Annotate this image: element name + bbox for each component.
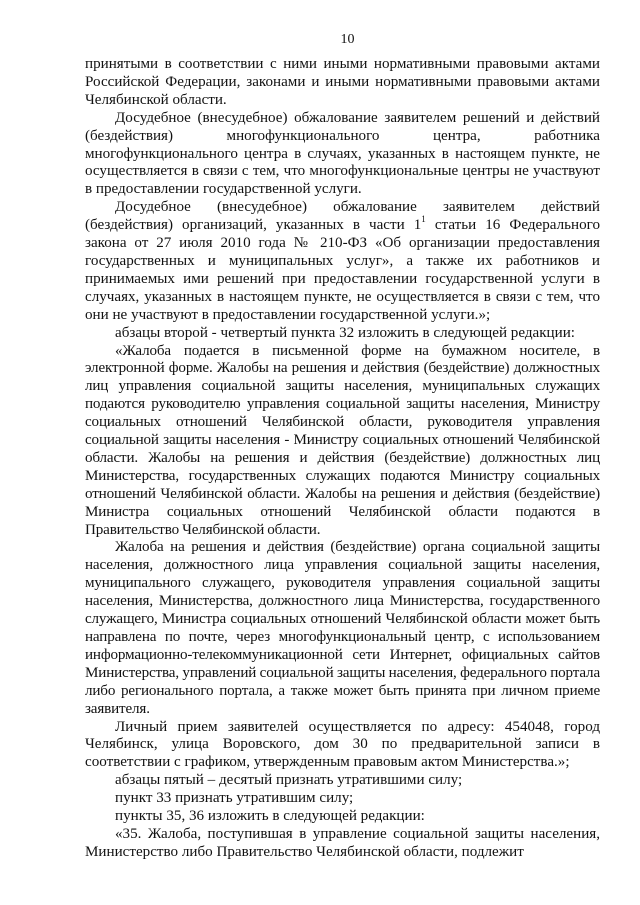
paragraph-2: Досудебное (внесудебное) обжалование заявителем решений и действий (бездействия) многофункционального центра, работника многофункционального центра в случаях, указанных в настоящем пункте, не осуществляется в связи с тем, что многофункциональные центры не участвуют в предоставлении государственной услуги.: [85, 109, 600, 198]
paragraph-6: Жалоба на решения и действия (бездействие) органа социальной защиты населения, должностного лица управления социальной защиты населения, муниципального служащего, руководителя управления социальной защиты населения, Министерства, должностного лица Министерства, государственного служащего, Министра социальных отношений Челябинской области может быть направлена по почте, через многофункциональный центр, с использованием информационно-телекоммуникационной сети Интернет, официальных сайтов Министерства, управлений социальной защиты населения, федерального портала либо регионального портала, а также может быть принята при личном приеме заявителя.: [85, 539, 600, 717]
page-number: 10: [340, 32, 355, 47]
paragraph-11: «35. Жалоба, поступившая в управление социальной защиты населения, Министерство либо Правительство Челябинской области, подлежит: [85, 825, 600, 860]
paragraph-8: абзацы пятый – десятый признать утратившими силу;: [115, 772, 463, 789]
paragraph-5: «Жалоба подается в письменной форме на бумажном носителе, в электронной форме. Жалобы на решения и действия (бездействие) должностных лиц управления социальной защиты населения, муниципальных служащих подаются руководителю управления социальной защиты населения, Министру социальных отношений Челябинской области, руководителя управления социальной защиты населения - Министру социальных отношений Челябинской области. Жалобы на решения и действия (бездействие) должностных лиц Министерства, государственных служащих подаются Министру социальных отношений Челябинской области. Жалобы на решения и действия (бездействие) Министра социальных отношений Челябинской области подаются в Правительство Челябинской области.: [85, 342, 600, 538]
paragraph-3-text-start: Досудебное (внесудебное) обжалование заявителем действий (бездействия) организаций, указанных в части 1: [85, 199, 600, 234]
paragraph-9: пункт 33 признать утратившим силу;: [115, 790, 354, 807]
paragraph-3: [85, 199, 600, 324]
paragraph-7: Личный прием заявителей осуществляется по адресу: 454048, город Челябинск, улица Воровского, дом 30 по предварительной записи в соответствии с графиком, утвержденным правовым актом Министерства.»;: [85, 718, 600, 771]
paragraph-4: абзацы второй - четвертый пункта 32 изложить в следующей редакции:: [115, 324, 575, 341]
paragraph-10: пункты 35, 36 изложить в следующей редакции:: [115, 808, 425, 825]
paragraph-1: принятыми в соответствии с ними иными нормативными правовыми актами Российской Федерации, законами и иными нормативными правовыми актами Челябинской области.: [85, 56, 600, 108]
paragraph-3-text-end: статьи 16 Федерального закона от 27 июля 2010 года № 210-ФЗ «Об организации предоставления государственных и муниципальных услуг», а также их работников и принимаемых ими решений при предоставлении государственной услуги в случаях, указанных в настоящем пункте, не осуществляется в связи с тем, что они не участвуют в предоставлении государственной услуги.»;: [85, 217, 600, 323]
document-body: [85, 56, 600, 862]
superscript-marker: 1: [421, 214, 426, 225]
